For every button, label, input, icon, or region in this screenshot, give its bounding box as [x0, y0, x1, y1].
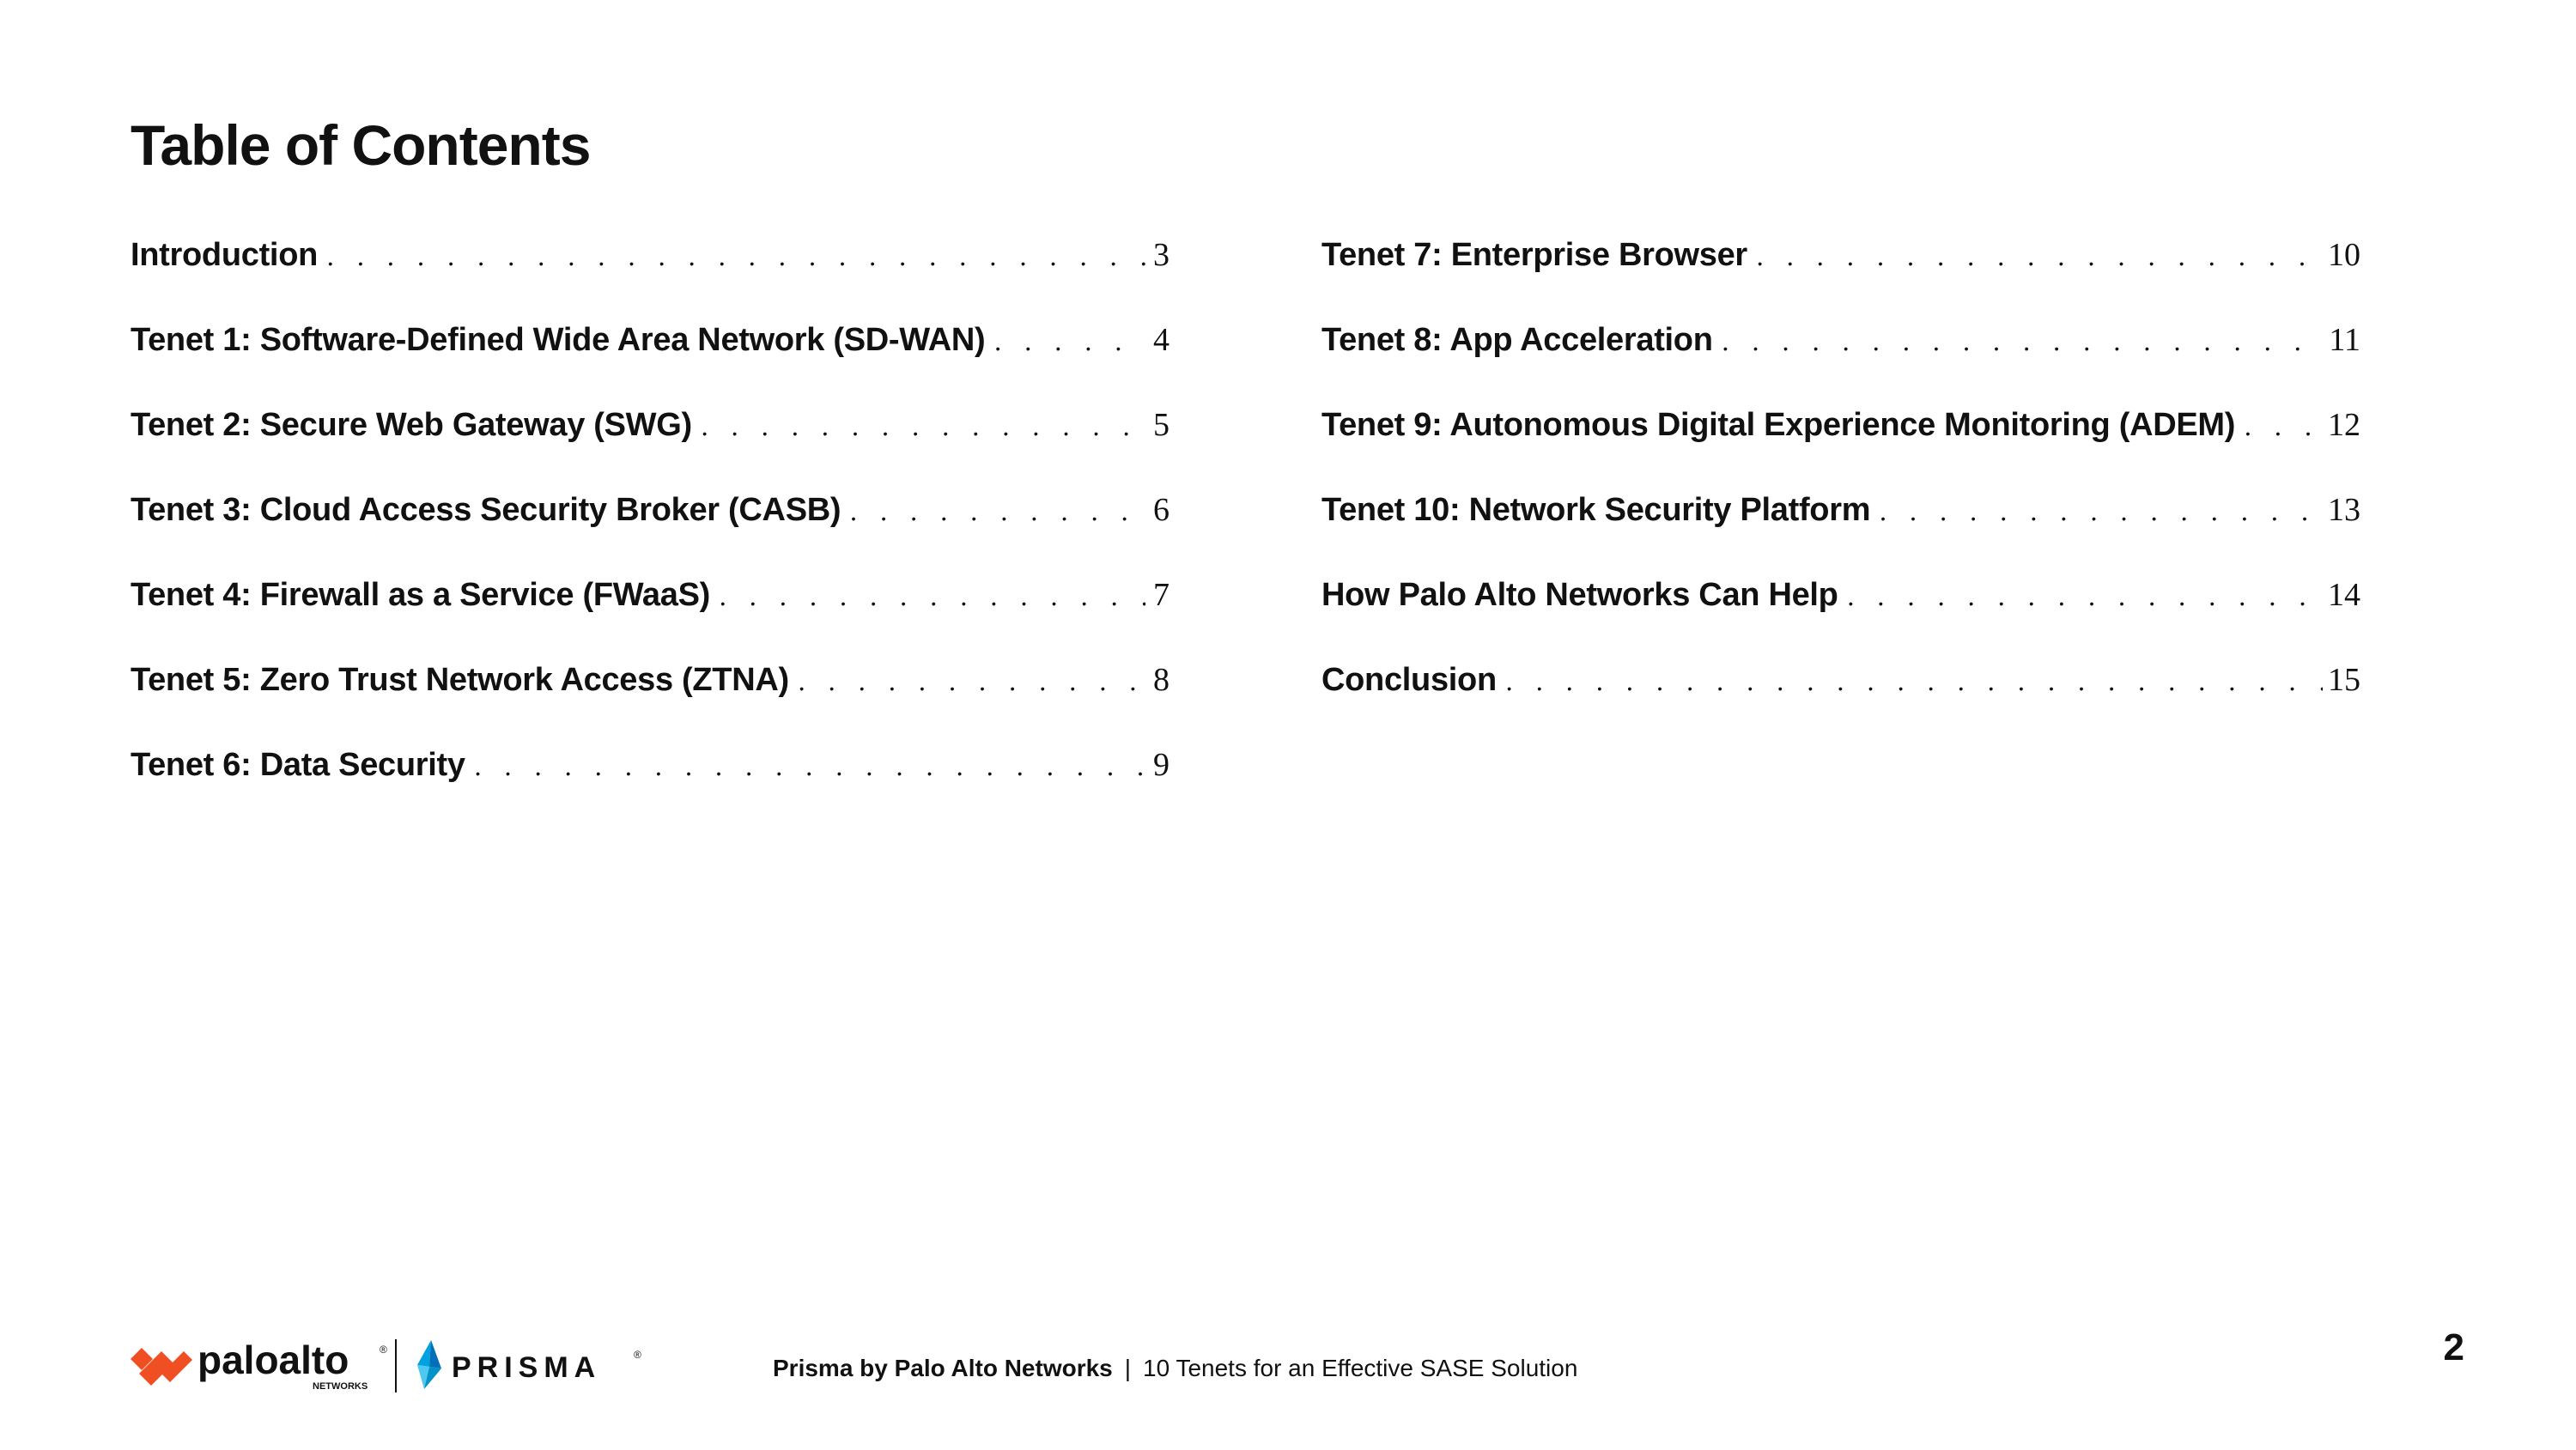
toc-entry-tenet-10[interactable]: [1321, 480, 2360, 565]
toc-page-number: 15: [2328, 662, 2360, 698]
dot-leader: [993, 312, 1145, 373]
toc-entry-tenet-7[interactable]: [1321, 225, 2360, 310]
toc-entry-label: How Palo Alto Networks Can Help: [1321, 577, 1838, 613]
dot-leader: [474, 737, 1145, 798]
toc-entry-tenet-8[interactable]: [1321, 310, 2360, 395]
toc-page-number: 7: [1153, 577, 1170, 613]
prisma-mark-icon: [417, 1340, 441, 1389]
toc-page-number: 11: [2329, 322, 2360, 358]
logo-divider: [395, 1339, 397, 1392]
toc-entry-label: Introduction: [131, 237, 319, 273]
footer-separator: |: [1124, 1355, 1132, 1381]
dot-leader: [798, 652, 1145, 713]
dot-leader: [701, 397, 1145, 458]
toc-entry-label: Tenet 6: Data Security: [131, 747, 465, 783]
toc-entry-label: Tenet 2: Secure Web Gateway (SWG): [131, 407, 692, 443]
toc-entry-tenet-4[interactable]: [131, 565, 1170, 650]
toc-entry-conclusion[interactable]: [1321, 650, 2360, 735]
toc-page-number: 3: [1153, 237, 1170, 273]
toc-page-number: 4: [1153, 322, 1170, 358]
toc-entry-label: Tenet 3: Cloud Access Security Broker (CASB): [131, 492, 841, 528]
palo-alto-mark-icon: [131, 1348, 192, 1386]
registered-mark: ®: [380, 1344, 387, 1356]
dot-leader: [1722, 312, 2324, 373]
palo-alto-prisma-logo: [131, 1336, 646, 1396]
toc-column-left: [131, 225, 1170, 820]
page-number: 2: [2443, 1326, 2464, 1368]
toc-entry-label: Tenet 10: Network Security Platform: [1321, 492, 1871, 528]
prisma-wordmark: PRISMA: [452, 1351, 602, 1384]
dot-leader: [1847, 567, 2323, 628]
toc-column-right: [1321, 225, 2360, 735]
dot-leader: [326, 228, 1145, 288]
footer-text: [773, 1355, 1577, 1382]
toc-entry-label: Tenet 1: Software-Defined Wide Area Network (SD-WAN): [131, 322, 986, 358]
toc-entry-introduction[interactable]: [131, 225, 1170, 310]
dot-leader: [849, 482, 1145, 543]
toc-entry-label: Tenet 8: App Acceleration: [1321, 322, 1713, 358]
toc-page-number: 13: [2328, 492, 2360, 528]
toc-entry-label: Tenet 4: Firewall as a Service (FWaaS): [131, 577, 710, 613]
toc-entry-tenet-3[interactable]: [131, 480, 1170, 565]
toc-entry-tenet-6[interactable]: [131, 735, 1170, 820]
toc-entry-tenet-2[interactable]: [131, 395, 1170, 480]
dot-leader: [2244, 397, 2323, 458]
toc-page-number: 5: [1153, 407, 1170, 443]
toc-entry-how-palo-alto-can-help[interactable]: [1321, 565, 2360, 650]
footer-publisher: Prisma by Palo Alto Networks: [773, 1355, 1113, 1381]
toc-page-number: 12: [2328, 407, 2360, 443]
toc-page-number: 9: [1153, 747, 1170, 783]
toc-page-number: 6: [1153, 492, 1170, 528]
dot-leader: [1879, 482, 2323, 543]
palo-alto-wordmark: paloalto: [197, 1338, 349, 1382]
toc-entry-tenet-1[interactable]: [131, 310, 1170, 395]
toc-page-number: 14: [2328, 577, 2360, 613]
toc-entry-label: Tenet 7: Enterprise Browser: [1321, 237, 1747, 273]
dot-leader: [719, 567, 1145, 628]
toc-entry-tenet-9[interactable]: [1321, 395, 2360, 480]
toc-entry-label: Tenet 5: Zero Trust Network Access (ZTNA): [131, 662, 789, 698]
networks-wordmark: NETWORKS: [313, 1381, 368, 1392]
toc-page-number: 8: [1153, 662, 1170, 698]
registered-mark: ®: [634, 1349, 641, 1361]
page-title: Table of Contents: [131, 113, 591, 177]
dot-leader: [1505, 652, 2323, 713]
dot-leader: [1756, 228, 2323, 288]
footer-document-title: 10 Tenets for an Effective SASE Solution: [1143, 1355, 1578, 1381]
toc-entry-tenet-5[interactable]: [131, 650, 1170, 735]
toc-entry-label: Conclusion: [1321, 662, 1497, 698]
toc-entry-label: Tenet 9: Autonomous Digital Experience Monitoring (ADEM): [1321, 407, 2236, 443]
toc-page-number: 10: [2328, 237, 2360, 273]
